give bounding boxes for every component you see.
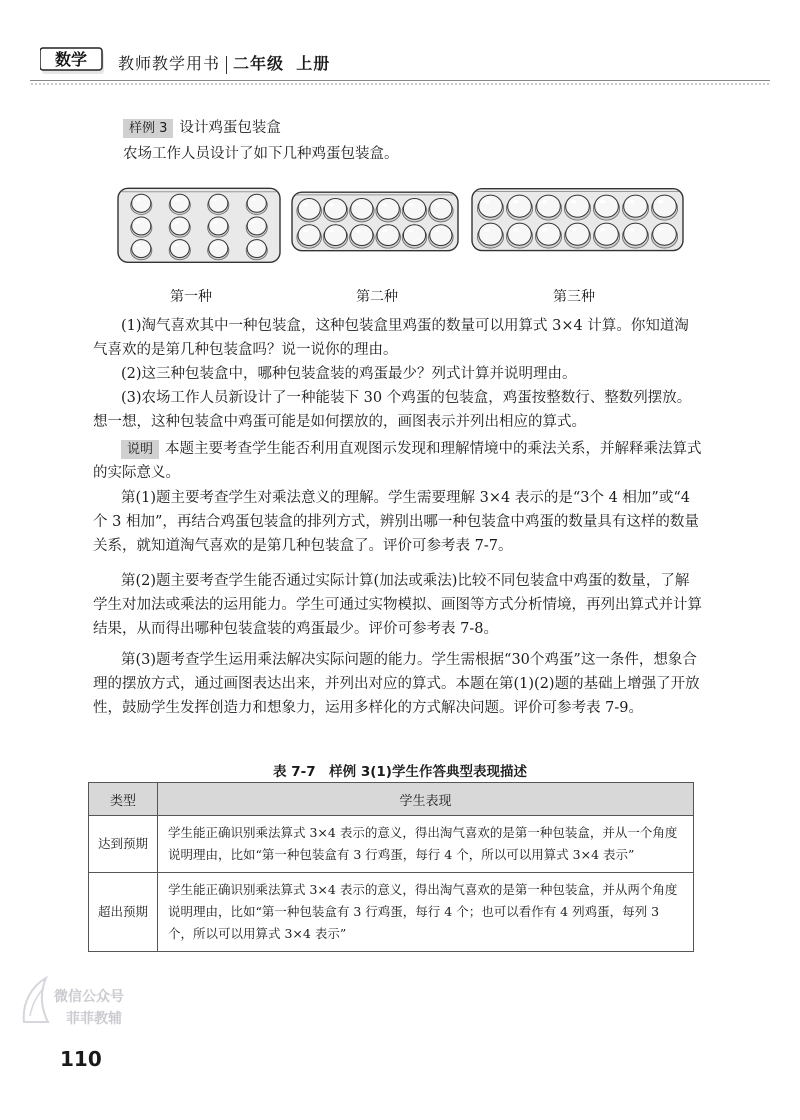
egg	[246, 240, 267, 260]
volume-label: 上册	[296, 54, 331, 73]
egg	[350, 225, 375, 248]
watermark-figure-icon	[18, 972, 58, 1032]
book-logo-icon	[40, 46, 110, 76]
egg	[169, 240, 190, 260]
egg	[651, 195, 677, 220]
header-divider	[30, 80, 770, 81]
logo-text: 数学	[54, 50, 88, 69]
egg	[535, 223, 561, 248]
table-header-performance: 学生表现	[158, 783, 694, 816]
figure-caption-2: 第二种	[356, 289, 398, 305]
question-2: (2)这三种包装盒中，哪种包装盒装的鸡蛋最少？列式计算并说明理由。	[121, 366, 577, 382]
egg	[564, 195, 590, 220]
example-intro: 农场工作人员设计了如下几种鸡蛋包装盒。	[123, 146, 399, 162]
watermark-line-1: 微信公众号	[54, 989, 124, 1005]
question-1: (1)淘气喜欢其中一种包装盒，这种包装盒里鸡蛋的数量可以用算式 3×4 计算。你知道淘气喜欢的是第几种包装盒吗？说一说你的理由。	[93, 318, 689, 358]
page-header	[30, 46, 770, 80]
example-heading	[123, 116, 281, 140]
header-dot-pattern	[30, 82, 770, 86]
egg	[297, 225, 322, 248]
egg	[506, 195, 532, 220]
table-cell-desc: 学生能正确识别乘法算式 3×4 表示的意义，得出淘气喜欢的是第一种包装盒，并从一个角度说明理由，比如“第一种包装盒有 3 行鸡蛋，每行 4 个，所以可以用算式 3×4 表示”	[158, 816, 694, 873]
egg-tray-3-image	[470, 180, 685, 252]
egg	[402, 225, 427, 248]
egg	[477, 195, 503, 220]
egg	[246, 217, 267, 237]
table-row	[89, 873, 694, 952]
egg	[131, 240, 152, 260]
explanation-paragraph-1: 第(1)题主要考查学生对乘法意义的理解。学生需要理解 3×4 表示的是“3个 4 相加”或“4个 3 相加”，再结合鸡蛋包装盒的排列方式，辨别出哪一种包装盒中鸡蛋的数量具有这样的数量关系，就知道淘气喜欢的是第几种包装盒了。评价可参考表 7-7。	[93, 490, 699, 554]
egg	[622, 195, 648, 220]
egg	[593, 223, 619, 248]
egg	[246, 194, 267, 214]
egg	[169, 217, 190, 237]
explanation-paragraph-3: 第(3)题考查学生运用乘法解决实际问题的能力。学生需根据“30个鸡蛋”这一条件，想象合理的摆放方式，通过画图表达出来，并列出对应的算式。本题在第(1)(2)题的基础上增强了开放性，鼓励学生发挥创造力和想象力，运用多样化的方式解决问题。评价可参考表 7-9。	[93, 652, 700, 716]
figure-caption-1: 第一种	[170, 289, 212, 305]
egg	[323, 225, 348, 248]
egg	[477, 223, 503, 248]
question-3: (3)农场工作人员新设计了一种能装下 30 个鸡蛋的包装盒，鸡蛋按整数行、整数列摆放。想一想，这种包装盒中鸡蛋可能是如何摆放的，画图表示并列出相应的算式。	[93, 390, 692, 430]
table-row	[89, 816, 694, 873]
table-cell-desc: 学生能正确识别乘法算式 3×4 表示的意义，得出淘气喜欢的是第一种包装盒，并从两个角度说明理由，比如“第一种包装盒有 3 行鸡蛋，每行 4 个；也可以看作有 4 列鸡蛋，每列 3 个，所以可以用算式 3×4 表示”	[158, 873, 694, 952]
egg	[208, 194, 229, 214]
table-title: 表 7-7 样例 3(1)学生作答典型表现描述	[273, 764, 527, 780]
egg	[535, 195, 561, 220]
grade-label: 二年级	[233, 54, 285, 73]
egg	[208, 217, 229, 237]
explanation-paragraph-2: 第(2)题主要考查学生能否通过实际计算(加法或乘法)比较不同包装盒中鸡蛋的数量，了解学生对加法或乘法的运用能力。学生可通过实物模拟、画图等方式分析情境，再列出算式并计算结果，从而得出哪种包装盒装的鸡蛋最少。评价可参考表 7-8。	[93, 573, 702, 637]
egg-tray-1-image	[116, 178, 282, 264]
egg	[622, 223, 648, 248]
egg	[429, 225, 454, 248]
egg	[593, 195, 619, 220]
evaluation-table	[88, 782, 694, 952]
egg	[376, 225, 401, 248]
page-number: 110	[60, 1047, 102, 1071]
example-tag: 样例 3	[123, 119, 173, 138]
egg	[131, 194, 152, 214]
egg	[131, 217, 152, 237]
egg	[651, 223, 677, 248]
egg	[350, 198, 375, 221]
egg	[376, 198, 401, 221]
egg	[402, 198, 427, 221]
watermark-line-2: 菲菲教辅	[66, 1011, 122, 1027]
table-cell-type: 达到预期	[89, 816, 158, 873]
explanation-tag: 说明	[121, 440, 159, 459]
egg	[208, 240, 229, 260]
egg	[429, 198, 454, 221]
egg	[564, 223, 590, 248]
explanation-intro	[93, 437, 703, 485]
egg-tray-2-image	[290, 184, 460, 252]
egg	[169, 194, 190, 214]
watermark	[18, 970, 138, 1040]
table-header-type: 类型	[89, 783, 158, 816]
book-title: 教师教学用书	[118, 54, 221, 73]
egg	[323, 198, 348, 221]
egg	[297, 198, 322, 221]
table-cell-type: 超出预期	[89, 873, 158, 952]
figure-caption-3: 第三种	[553, 289, 595, 305]
table-header-row	[89, 783, 694, 816]
header-title	[118, 51, 330, 74]
example-title: 设计鸡蛋包装盒	[179, 120, 281, 136]
egg	[506, 223, 532, 248]
explanation-intro-text: 本题主要考查学生能否利用直观图示发现和理解情境中的乘法关系，并解释乘法算式的实际意义。	[93, 441, 702, 481]
